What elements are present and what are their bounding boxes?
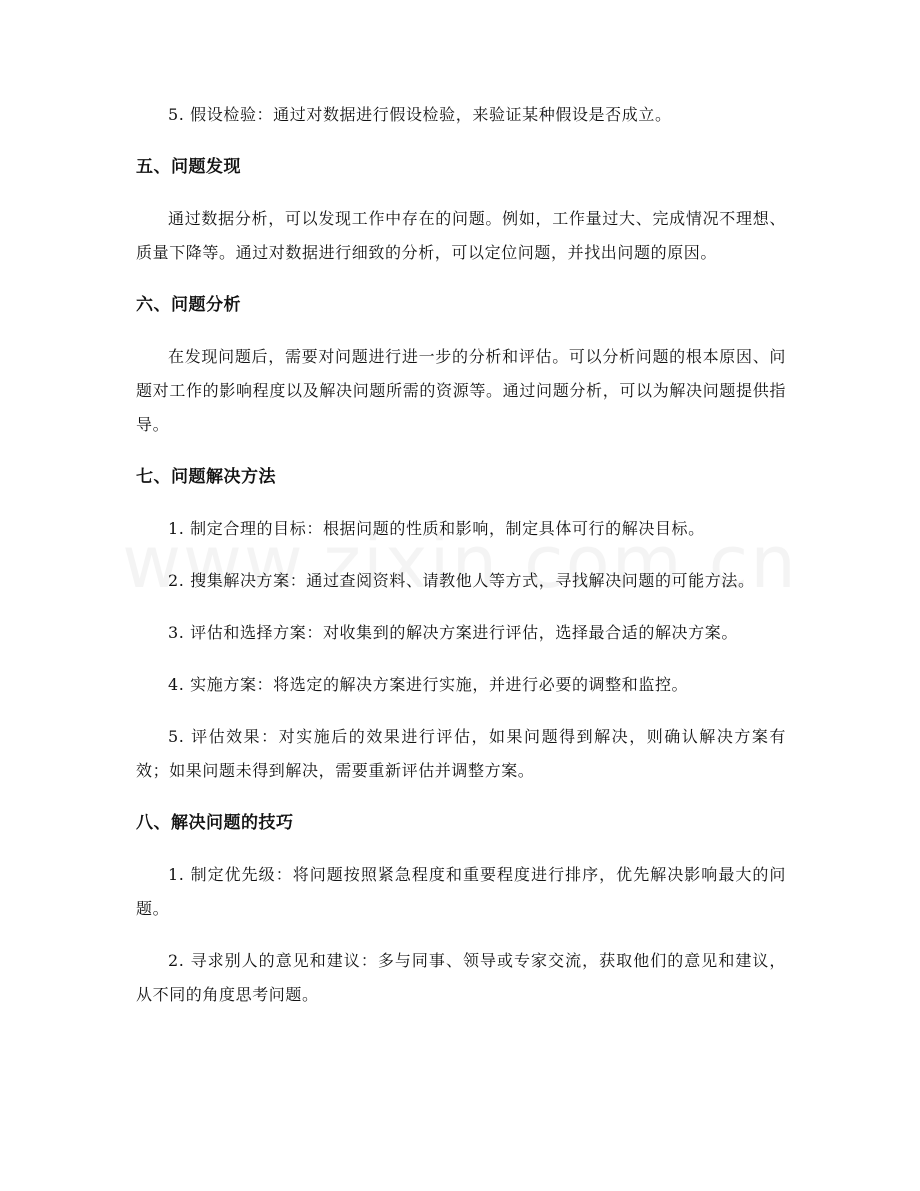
list-item-implement: 4. 实施方案：将选定的解决方案进行实施，并进行必要的调整和监控。	[168, 675, 689, 694]
section-heading-problem-discovery: 五、问题发现	[136, 157, 241, 177]
section-heading-problem-analysis: 六、问题分析	[136, 295, 241, 315]
paragraph-hypothesis-testing: 5. 假设检验：通过对数据进行假设检验，来验证某种假设是否成立。	[168, 105, 672, 124]
list-item-set-goals: 1. 制定合理的目标：根据问题的性质和影响，制定具体可行的解决目标。	[168, 519, 705, 538]
list-item-evaluate-effect: 5. 评估效果：对实施后的效果进行评估，如果问题得到解决，则确认解决方案有效；如果问题未得到解决，需要重新评估并调整方案。	[136, 727, 786, 780]
list-item-priorities: 1. 制定优先级：将问题按照紧急程度和重要程度进行排序，优先解决影响最大的问题。	[136, 865, 786, 918]
list-item-evaluate-select: 3. 评估和选择方案：对收集到的解决方案进行评估，选择最合适的解决方案。	[168, 623, 738, 642]
paragraph-problem-analysis: 在发现问题后，需要对问题进行进一步的分析和评估。可以分析问题的根本原因、问题对工作的影响程度以及解决问题所需的资源等。通过问题分析，可以为解决问题提供指导。	[136, 347, 786, 434]
section-heading-solution-methods: 七、问题解决方法	[136, 467, 276, 487]
list-item-collect-solutions: 2. 搜集解决方案：通过查阅资料、请教他人等方式，寻找解决问题的可能方法。	[168, 571, 755, 590]
document-body	[136, 98, 786, 1030]
list-item-seek-advice: 2. 寻求别人的意见和建议：多与同事、领导或专家交流，获取他们的意见和建议，从不同的角度思考问题。	[136, 951, 786, 1004]
section-heading-problem-solving-tips: 八、解决问题的技巧	[136, 813, 294, 833]
paragraph-problem-discovery: 通过数据分析，可以发现工作中存在的问题。例如，工作量过大、完成情况不理想、质量下降等。通过对数据进行细致的分析，可以定位问题，并找出问题的原因。	[136, 209, 786, 262]
